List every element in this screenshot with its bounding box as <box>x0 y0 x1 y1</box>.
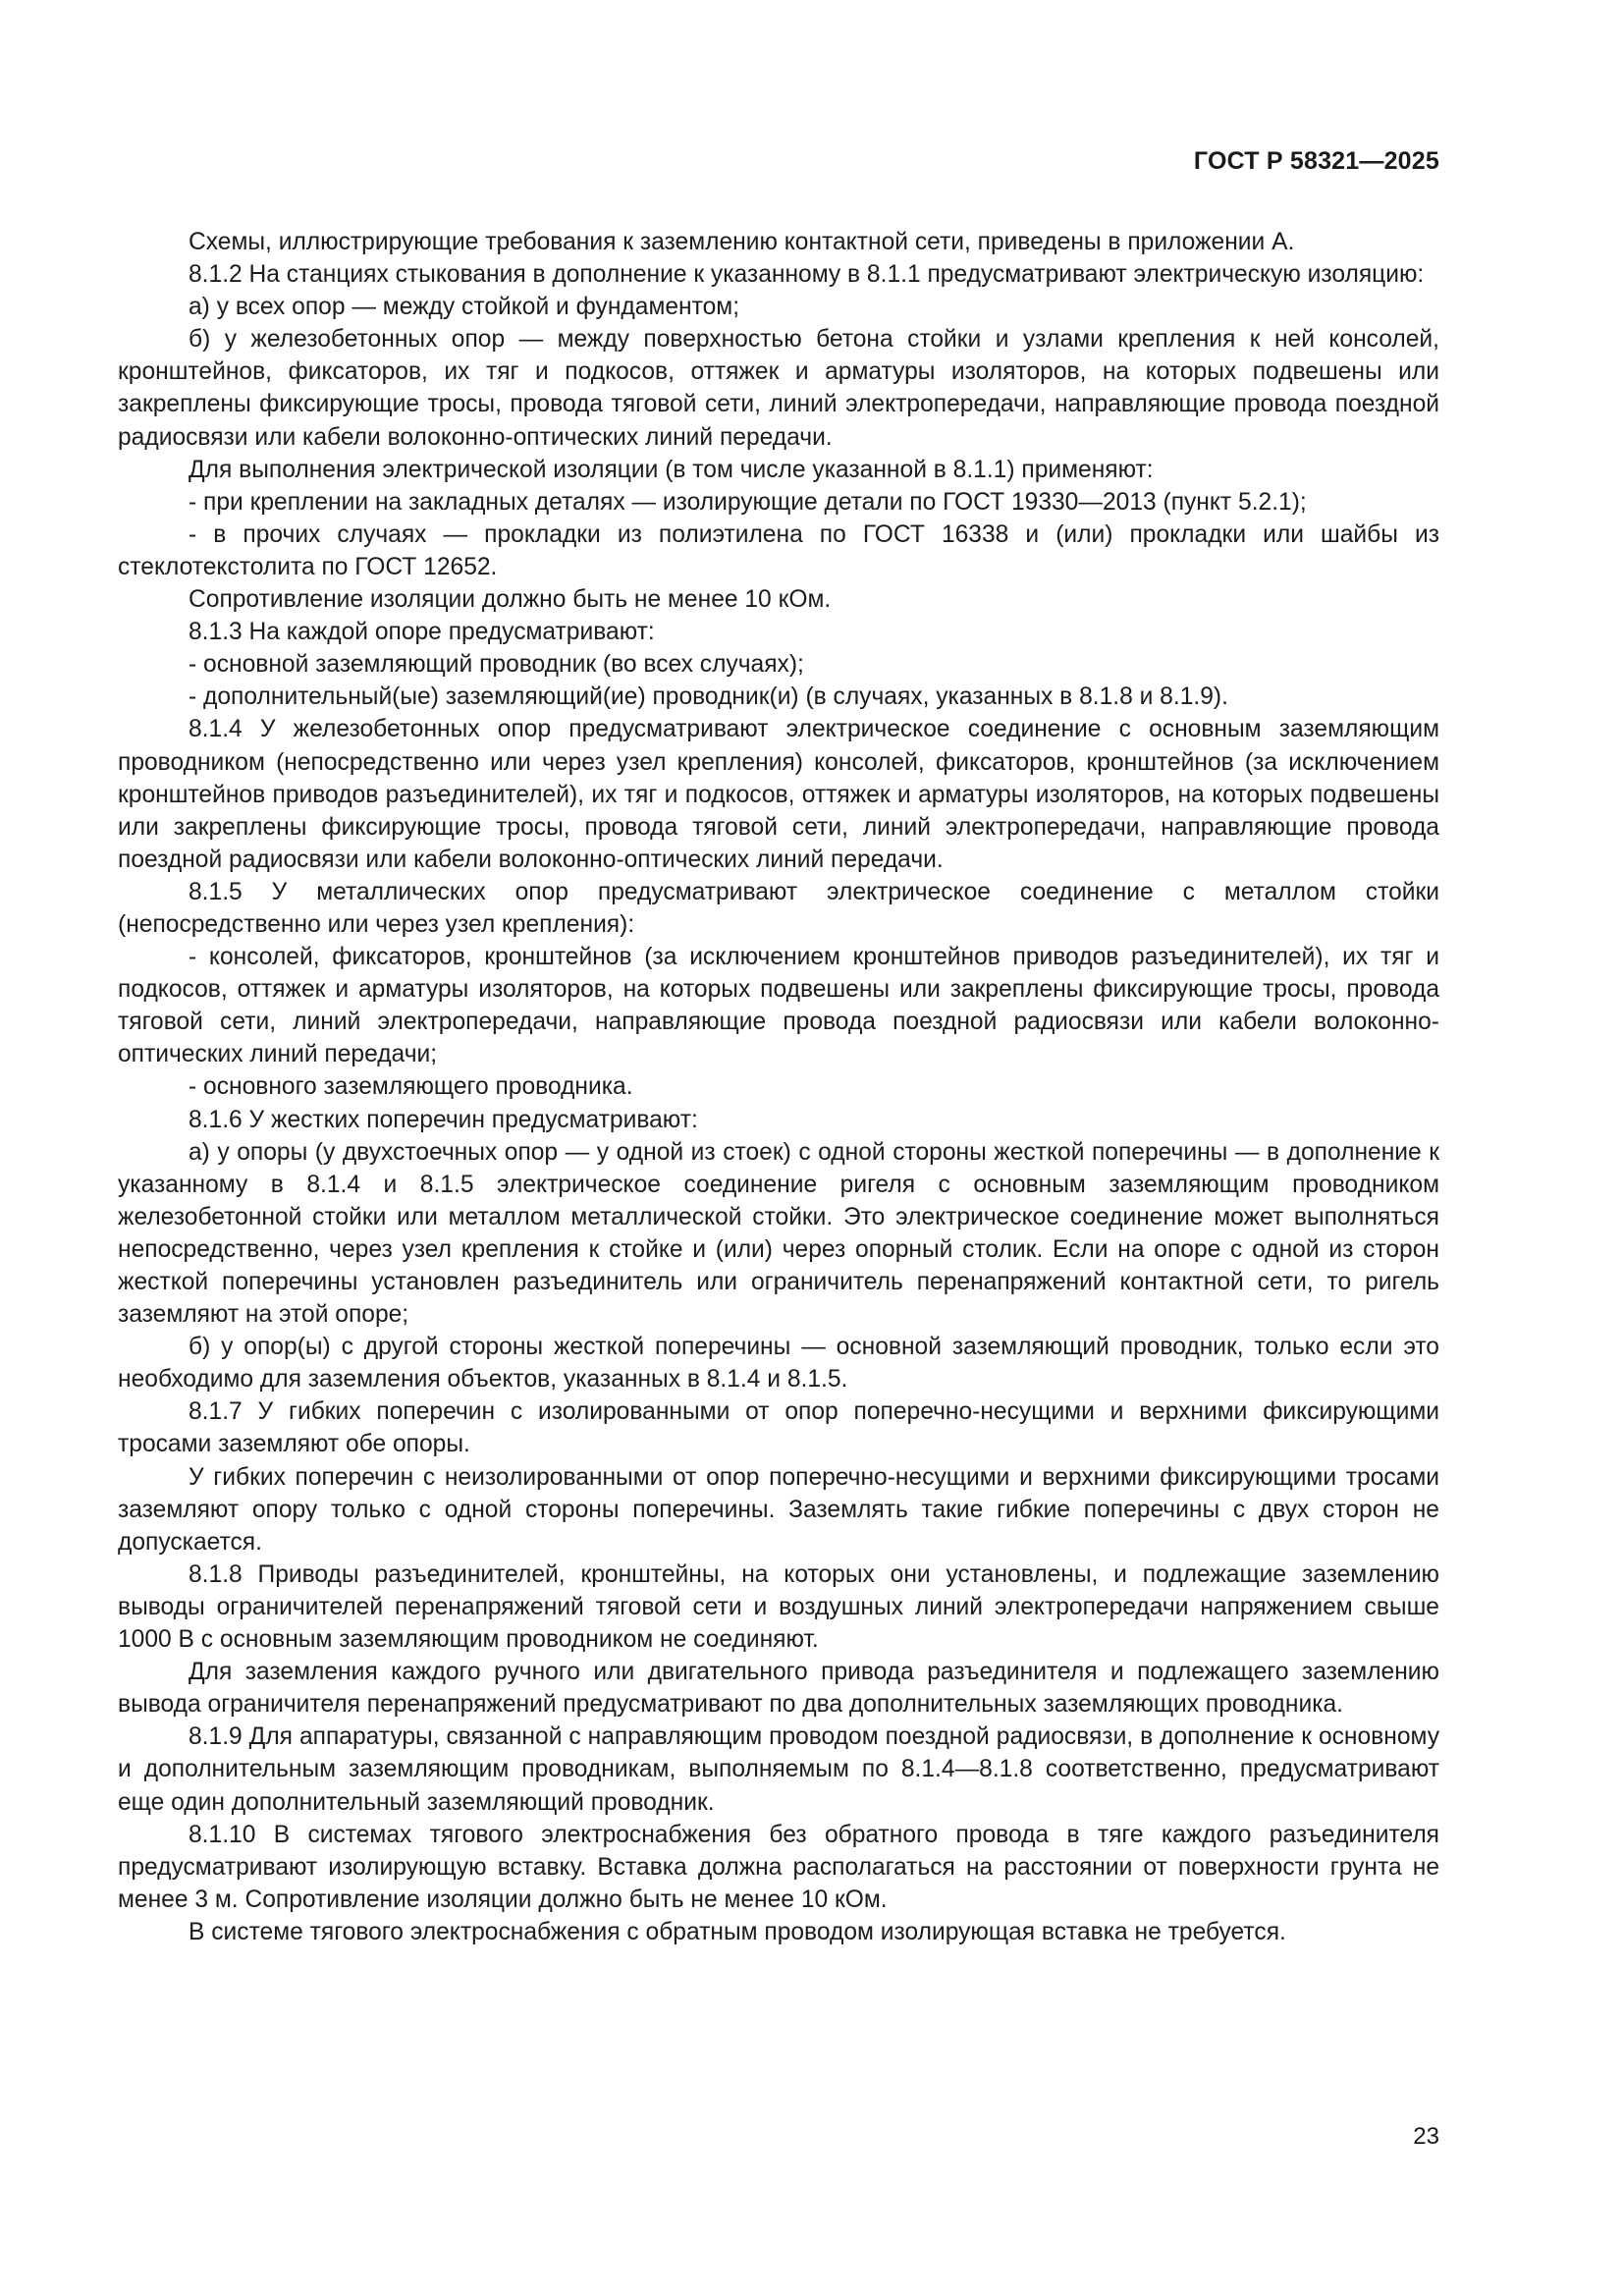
list-item: - дополнительный(ые) заземляющий(ие) проводник(и) (в случаях, указанных в 8.1.8 и 8.1.9). <box>189 683 1228 711</box>
list-item: - при креплении на закладных деталях — изолирующие детали по ГОСТ 19330—2013 (пункт 5.2.1); <box>189 488 1307 516</box>
paragraph: 8.1.3 На каждой опоре предусматривают: <box>189 619 655 646</box>
page-number: 23 <box>1413 2123 1439 2150</box>
paragraph: 8.1.6 У жестких поперечин предусматривают: <box>189 1106 698 1133</box>
paragraph: 8.1.7 У гибких поперечин с изолированными от опор поперечно-несущими и верхними фиксирующими тросами заземляют обе опоры. <box>118 1398 1439 1458</box>
paragraph: В системе тягового электроснабжения с обратным проводом изолирующая вставка не требуется. <box>189 1918 1286 1945</box>
paragraph: Для выполнения электрической изоляции (в том числе указанной в 8.1.1) применяют: <box>189 456 1154 483</box>
paragraph: У гибких поперечин с неизолированными от опор поперечно-несущими и верхними фиксирующими тросами заземляют опору только с одной стороны поперечины. Заземлять такие гибкие поперечины с двух сторон не допускается. <box>118 1463 1439 1556</box>
paragraph: б) у железобетонных опор — между поверхностью бетона стойки и узлами крепления к ней консолей, кронштейнов, фиксаторов, их тяг и подкосов, оттяжек и арматуры изоляторов, на которых подвешены или закреплены фиксирующие тросы, провода тяговой сети, линий электропередачи, направляющие провода поездной радиосвязи или кабели волоконно-оптических линий передачи. <box>118 326 1439 451</box>
list-item: - основного заземляющего проводника. <box>189 1073 633 1101</box>
paragraph: Для заземления каждого ручного или двигательного привода разъединителя и подлежащего заземлению вывода ограничителя перенапряжений предусматривают по два дополнительных заземляющих проводника. <box>118 1659 1439 1719</box>
paragraph: б) у опор(ы) с другой стороны жесткой поперечины — основной заземляющий проводник, только если это необходимо для заземления объектов, указанных в 8.1.4 и 8.1.5. <box>118 1334 1439 1394</box>
document-header: ГОСТ Р 58321—2025 <box>1193 147 1439 175</box>
document-body <box>118 226 1439 1948</box>
paragraph: Сопротивление изоляции должно быть не менее 10 кОм. <box>189 586 832 614</box>
list-item: - основной заземляющий проводник (во всех случаях); <box>189 651 804 679</box>
paragraph: 8.1.10 В системах тягового электроснабжения без обратного провода в тяге каждого разъединителя предусматривают изолирующую вставку. Вставка должна располагаться на расстоянии от поверхности грунта не менее 3 м. Сопротивление изоляции должно быть не менее 10 кОм. <box>118 1821 1439 1913</box>
paragraph: 8.1.5 У металлических опор предусматривают электрическое соединение с металлом стойки (непосредственно или через узел крепления): <box>118 878 1439 938</box>
paragraph: Схемы, иллюстрирующие требования к заземлению контактной сети, приведены в приложении А. <box>189 229 1295 255</box>
paragraph: 8.1.8 Приводы разъединителей, кронштейны, на которых они установлены, и подлежащие заземлению выводы ограничителей перенапряжений тяговой сети и воздушных линий электропередачи напряжением свыше 1000 В с основным заземляющим проводником не соединяют. <box>118 1560 1439 1654</box>
list-item: - в прочих случаях — прокладки из полиэтилена по ГОСТ 16338 и (или) прокладки или шайбы из стеклотекстолита по ГОСТ 12652. <box>118 520 1439 580</box>
list-item: - консолей, фиксаторов, кронштейнов (за исключением кронштейнов приводов разъединителей), их тяг и подкосов, оттяжек и арматуры изоляторов, на которых подвешены или закреплены фиксирующие тросы, провода тяговой сети, линий электропередачи, направляющие провода поездной радиосвязи или кабели волоконно-оптических линий передачи; <box>118 944 1439 1068</box>
paragraph: а) у опоры (у двухстоечных опор — у одной из стоек) с одной стороны жесткой поперечины — в дополнение к указанному в 8.1.4 и 8.1.5 электрическое соединение ригеля с основным заземляющим проводником железобетонной стойки или металлом металлической стойки. Это электрическое соединение может выполняться непосредственно, через узел крепления к стойке и (или) через опорный столик. Если на опоре с одной из сторон жесткой поперечины установлен разъединитель или ограничитель перенапряжений контактной сети, то ригель заземляют на этой опоре; <box>118 1138 1439 1329</box>
paragraph: 8.1.2 На станциях стыкования в дополнение к указанному в 8.1.1 предусматривают электрическую изоляцию: <box>189 261 1425 289</box>
paragraph: 8.1.4 У железобетонных опор предусматривают электрическое соединение с основным заземляющим проводником (непосредственно или через узел крепления) консолей, фиксаторов, кронштейнов (за исключением кронштейнов приводов разъединителей), их тяг и подкосов, оттяжек и арматуры изоляторов, на которых подвешены или закреплены фиксирующие тросы, провода тяговой сети, линий электропередачи, направляющие провода поездной радиосвязи или кабели волоконно-оптических линий передачи. <box>118 716 1439 873</box>
paragraph: а) у всех опор — между стойкой и фундаментом; <box>189 294 740 321</box>
paragraph: 8.1.9 Для аппаратуры, связанной с направляющим проводом поездной радиосвязи, в дополнение к основному и дополнительным заземляющим проводникам, выполняемым по 8.1.4—8.1.8 соответственно, предусматривают еще один дополнительный заземляющий проводник. <box>118 1723 1439 1816</box>
